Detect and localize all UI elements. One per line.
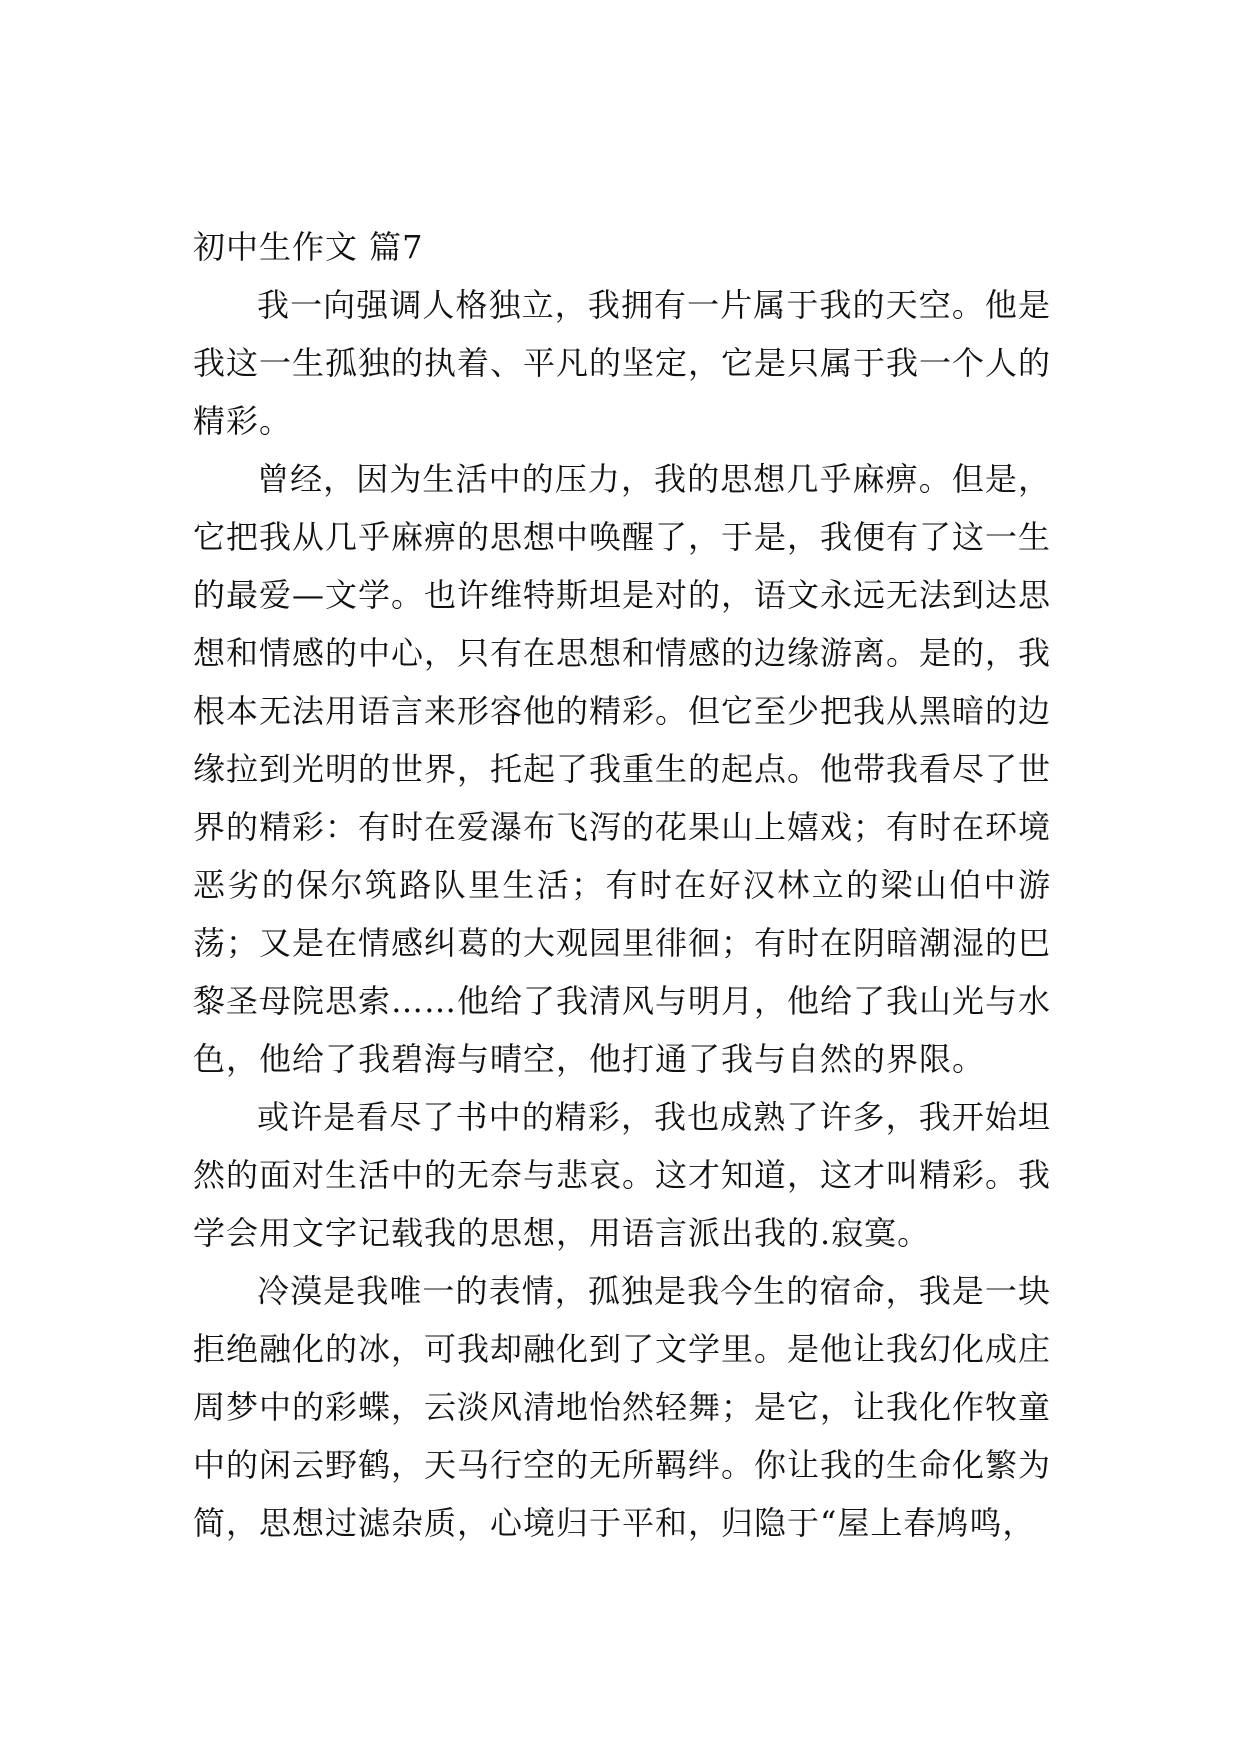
paragraph-2: 曾经，因为生活中的压力，我的思想几乎麻痹。但是，它把我从几乎麻痹的思想中唤醒了，于是，我便有了这一生的最爱—文学。也许维特斯坦是对的，语文永远无法到达思想和情感的中心，只有在思想和情感的边缘游离。是的，我根本无法用语言来形容他的精彩。但它至少把我从黑暗的边缘拉到光明的世界，托起了我重生的起点。他带我看尽了世界的精彩：有时在爱瀑布飞泻的花果山上嬉戏；有时在环境恶劣的保尔筑路队里生活；有时在好汉林立的梁山伯中游荡；又是在情感纠葛的大观园里徘徊；有时在阴暗潮湿的巴黎圣母院思索……他给了我清风与明月，他给了我山光与水色，他给了我碧海与晴空，他打通了我与自然的界限。 <box>193 460 1052 1078</box>
paragraph-1: 我一向强调人格独立，我拥有一片属于我的天空。他是我这一生孤独的执着、平凡的坚定，它是只属于我一个人的精彩。 <box>193 286 1052 440</box>
paragraph-3: 或许是看尽了书中的精彩，我也成熟了许多，我开始坦然的面对生活中的无奈与悲哀。这才知道，这才叫精彩。我学会用文字记载我的思想，用语言派出我的.寂寞。 <box>193 1098 1052 1252</box>
document-heading: 初中生作文 篇7 <box>193 228 424 266</box>
paragraph-4: 冷漠是我唯一的表情，孤独是我今生的宿命，我是一块拒绝融化的冰，可我却融化到了文学里。是他让我幻化成庄周梦中的彩蝶，云淡风清地怡然轻舞；是它，让我化作牧童中的闲云野鹤，天马行空的无所羁绊。你让我的生命化繁为简，思想过滤杂质，心境归于平和，归隐于“屋上春鸠鸣， <box>193 1272 1052 1542</box>
document-body <box>193 218 1051 1552</box>
